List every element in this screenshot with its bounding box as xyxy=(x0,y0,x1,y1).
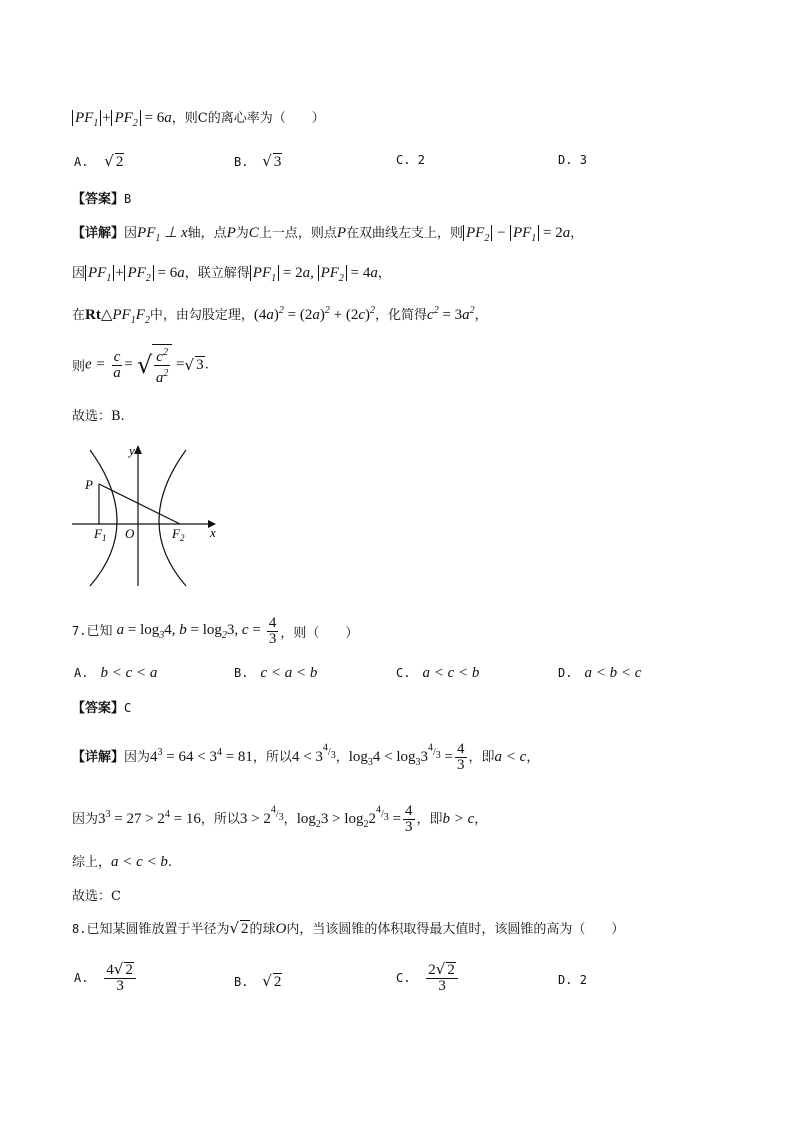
segment-pf2 xyxy=(99,484,180,524)
q7-detail-line-2: 因为$3^3 = 27 > 2^4 = 16$，所以$3 > 2^{^4/_3}$，$\log_23 > \log_22^{^4/_3}$ = $\frac{4}{3}$ ，即b > c， xyxy=(72,803,488,835)
q6-option-a: A. √ 2 xyxy=(74,152,124,170)
q7-option-b: B. c < a < b xyxy=(234,665,318,681)
q8-option-d: D. 2 xyxy=(558,973,587,987)
q7-option-c: C. a < c < b xyxy=(396,665,480,681)
left-branch xyxy=(90,450,117,586)
label-y: y xyxy=(129,443,135,458)
q6-option-b-value: 3 xyxy=(273,154,282,170)
q8-option-b: B. √ 2 xyxy=(234,972,282,990)
q6-stem-tail: ，则C的离心率为（ ） xyxy=(171,111,325,126)
right-branch xyxy=(159,450,186,586)
q6-answer: 【答案】B xyxy=(72,192,132,207)
q6-detail-line-1: 【详解】因$PF_1$ ⊥ x轴，点P为C上一点，则点P在双曲线左支上，则 $PF_2 - PF_1 = 2a$， xyxy=(72,225,584,244)
label-o: O xyxy=(125,526,135,541)
label-p: P xyxy=(85,477,93,492)
q8-stem: 8.已知某圆锥放置于半径为√ 2的球O内，当该圆锥的体积取得最大值时，该圆锥的高为（ ） xyxy=(72,919,625,937)
q6-choose: 故选：B. xyxy=(72,409,125,424)
q6-option-d: D. 3 xyxy=(558,153,587,167)
q6-detail-line-3: 在$Rt\triangle PF_1F_2$中，由勾股定理，$(4a)^2 = (2a)^2 + (2c)^2$，化简得$c^2 = 3a^2$， xyxy=(72,305,488,326)
q6-option-b: B. √ 3 xyxy=(234,152,282,170)
hyperbola-figure xyxy=(70,438,230,588)
q7-detail-line-3: 综上，a < c < b. xyxy=(72,854,173,870)
q7-choose: 故选：C xyxy=(72,889,121,904)
label-x: x xyxy=(210,525,216,540)
q7-stem: 7.已知 $a = \log_34$, $b = \log_23$, c = $\frac{4}{3}$ ，则（ ） xyxy=(72,615,359,647)
q7-option-a: A. b < c < a xyxy=(74,665,158,681)
y-axis-arrow xyxy=(134,445,142,454)
q7-detail-line-1: 【详解】因为$4^3 = 64 < 3^4 = 81$，所以$4 < 3^{^4/_3}$，$\log_34 < \log_33^{^4/_3}$ = $\frac{4}{3}$ ，即a < c， xyxy=(72,741,540,773)
q6-option-a-value: 2 xyxy=(115,154,124,170)
q6-stem-tail-line: $PF_1 + PF_2 = 6a$，则C的离心率为（ ） xyxy=(72,107,325,129)
q8-option-c: C. $\frac{2√ 2}{3}$ xyxy=(396,962,460,994)
q6-detail-line-4: 则e = $\frac{c}{a}$ = √ $\frac{c^2}{a^2}$ =√ 3. xyxy=(72,344,209,386)
q8-option-a: A. $\frac{4√ 2}{3}$ xyxy=(74,962,138,994)
label-f2: $F_2$ xyxy=(172,526,185,543)
label-f1: $F_1$ xyxy=(94,526,107,543)
q6-option-c: C. 2 xyxy=(396,153,425,167)
q7-answer: 【答案】C xyxy=(72,701,132,716)
q7-option-d: D. a < b < c xyxy=(558,665,642,681)
q6-detail-line-2: 因 $PF_1 + PF_2 = 6a$，联立解得 $PF_1 = 2a$, $PF_2 = 4a$， xyxy=(72,265,391,284)
